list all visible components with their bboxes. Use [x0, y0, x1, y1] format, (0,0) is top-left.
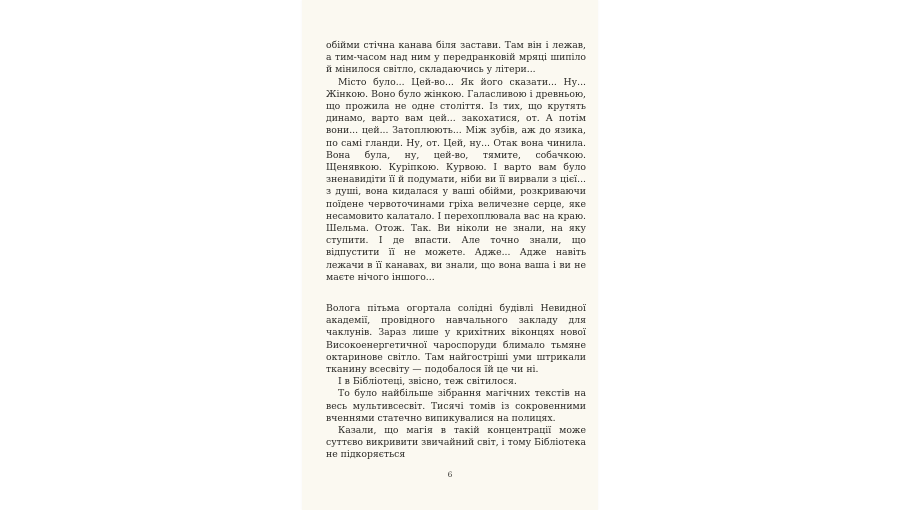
- section-two: [326, 303, 586, 462]
- paragraph: Місто було... Цей-во... Як його сказати... Ну... Жінкою. Воно було жінкою. Галасливою і древньою, що прожила не одне століття. Із тих, що крутять динамо, варто вам цей... закохатися, от. А потім вони... цей... Затоплюють... Між зубів, аж до язика, по самі гланди. Ну, от. Цей, ну... Отак вона чинила. Вона була, ну, цей-во, тямите, собачкою. Щенявкою. Курiпкою. Курвою. І варто вам було зненавидіти її й подумати, ніби ви її вирвали з цієї... з душі, вона кидалася у ваші обійми, розкриваючи поїдене червоточинами гріха величезне серце, яке несамовито калатало. І перехоплювала вас на краю. Шельма. Отож. Так. Ви ніколи не знали, на яку ступити. І де впасти. Але точно знали, що відпустити її не можете. Адже... Адже навіть лежачи в її канавах, ви знали, що вона ваша і ви не маєте нічого іншого...: [326, 76, 586, 283]
- paragraph: обійми стічна канава біля застави. Там він і лежав, а тим-часом над ним у передранковій мряці шипіло й мінилося світло, складаючись у літери...: [326, 40, 586, 76]
- section-one: [326, 40, 586, 284]
- paragraph: Казали, що магія в такій концентрації може суттєво викривити звичайний світ, і тому Бібліотека не підкоряється: [326, 425, 586, 461]
- paragraph: Волога пітьма огортала солідні будівлі Невидної академії, провідного навчального закладу для чаклунів. Зараз лише у крихітних віконцях нової Високоенергетичної чароспоруди блимало тьмяне октаринове світло. Там найгостріші уми штрикали тканину всесвіту — подобалося їй це чи ні.: [326, 303, 586, 376]
- page-number: 6: [447, 470, 453, 479]
- paragraph: І в Бібліотеці, звісно, теж світилося.: [338, 376, 517, 388]
- book-page: [302, 0, 598, 510]
- paragraph: То було найбільше зібрання магічних текстів на весь мультивсесвіт. Тисячі томів із сокровенними вченнями статечно випикувалися на полицях.: [326, 388, 586, 424]
